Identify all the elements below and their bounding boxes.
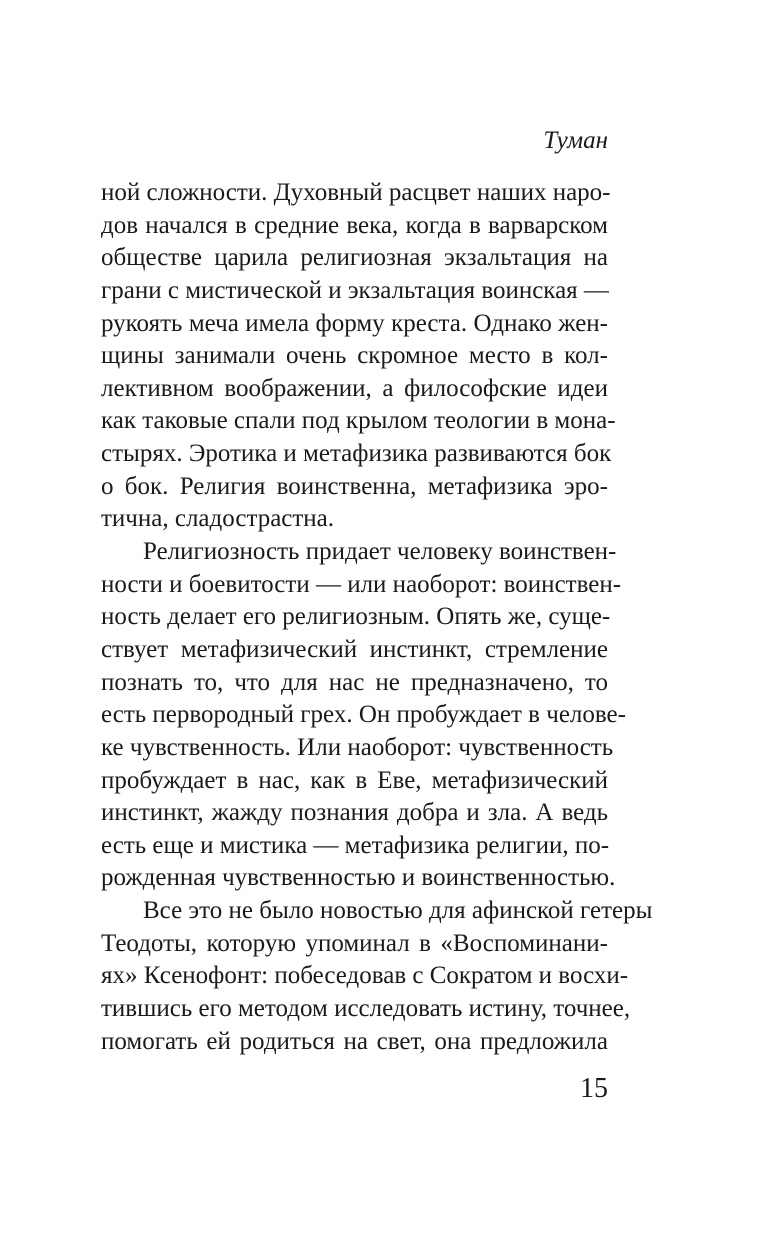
text-line: Теодоты, которую упоминал в «Воспоминани- (101, 929, 608, 957)
body-text (101, 177, 653, 1058)
text-line: есть еще и мистика — метафизика религии, по- (101, 831, 610, 859)
text-line: стырях. Эротика и метафизика развиваются бок (101, 440, 612, 468)
text-line: помогать ей родиться на свет, она предложила (101, 1027, 608, 1055)
text-line: щины занимали очень скромное место в кол- (101, 342, 608, 370)
text-line: ность делает его религиозным. Опять же, суще- (101, 603, 611, 631)
running-head: Туман (543, 127, 608, 154)
text-line: ствует метафизический инстинкт, стремление (101, 635, 608, 663)
text-line: ности и боевитости — или наоборот: воинствен- (101, 570, 622, 598)
text-line: пробуждает в нас, как в Еве, метафизический (101, 766, 608, 794)
text-line: ях» Ксенофонт: побеседовав с Сократом и восхи- (101, 962, 629, 990)
page-number: 15 (580, 1073, 608, 1104)
text-line: рожденная чувственностью и воинственностью. (101, 864, 616, 892)
text-line: обществе царила религиозная экзальтация на (101, 244, 608, 272)
text-line: тична, сладострастна. (101, 505, 335, 533)
text-line: тившись его методом исследовать истину, точнее, (101, 995, 631, 1023)
text-line: дов начался в средние века, когда в варварском (101, 211, 608, 239)
text-line: рукоять меча имела форму креста. Однако жен- (101, 309, 608, 337)
text-line: ной сложности. Духовный расцвет наших наро- (101, 179, 611, 206)
text-line: как таковые спали под крылом теологии в мона- (101, 407, 616, 435)
text-line: Религиозность придает человеку воинствен- (143, 538, 617, 566)
text-line: инстинкт, жажду познания добра и зла. А ведь (101, 799, 608, 827)
text-line: есть первородный грех. Он пробуждает в челове- (101, 701, 626, 729)
text-line: лективном воображении, а философские идеи (101, 374, 608, 402)
text-line: грани с мистической и экзальтация воинская — (101, 276, 609, 304)
text-line: о бок. Религия воинственна, метафизика эро- (101, 472, 608, 500)
text-line: ке чувственность. Или наоборот: чувственность (101, 733, 614, 761)
text-line: Все это не было новостью для афинской гетеры (143, 897, 653, 925)
text-line: познать то, что для нас не предназначено, то (101, 668, 608, 696)
